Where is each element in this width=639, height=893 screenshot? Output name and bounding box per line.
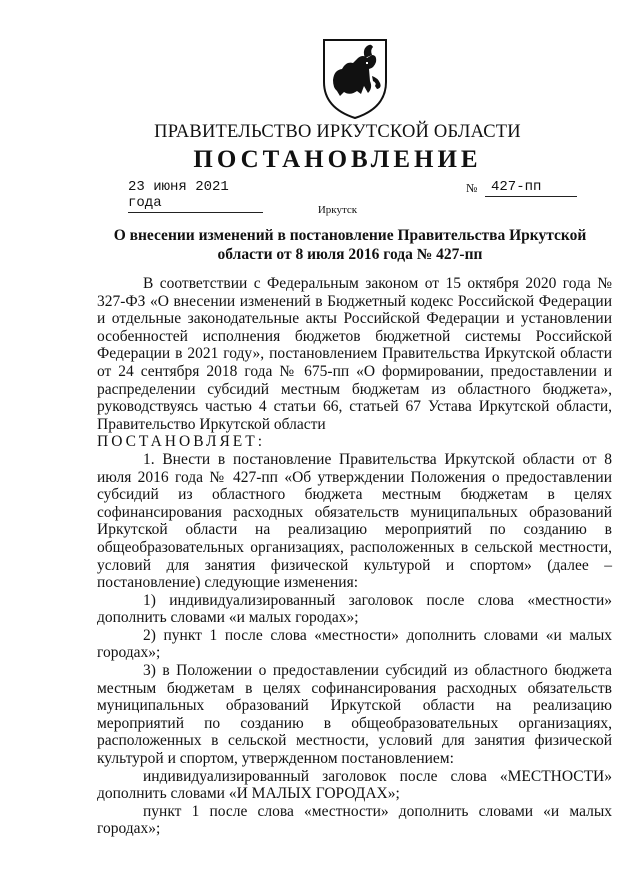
subclause-2-paragraph: 2) пункт 1 после слова «местности» дополнить словами «и малых городах»; bbox=[97, 626, 612, 662]
irkutsk-babr-emblem-icon bbox=[320, 36, 390, 120]
clause-1-paragraph: 1. Внести в постановление Правительства Иркутской области от 8 июля 2016 года № 427-пп «Об утверждении Положения о предоставлении субсидий из областного бюджета местным бюджетам в целях софинансирования расходных обязательств муниципальных образований Иркутской области на реализацию мероприятий по созданию в общеобразовательных организациях, расположенных в сельской местности, условий для занятия физической культурой и спортом» (далее – постановление) следующие изменения: bbox=[97, 450, 612, 592]
amendment-item-paragraph: пункт 1 после слова «местности» дополнить словами «и малых городах»; bbox=[97, 802, 612, 838]
government-title: ПРАВИТЕЛЬСТВО ИРКУТСКОЙ ОБЛАСТИ bbox=[154, 122, 521, 142]
resolves-heading: ПОСТАНОВЛЯЕТ: bbox=[97, 433, 266, 451]
amendment-heading-paragraph: индивидуализированный заголовок после слова «МЕСТНОСТИ» дополнить словами «И МАЛЫХ ГОРОДАХ»; bbox=[97, 767, 612, 803]
document-subject: О внесении изменений в постановление Правительства Иркутской области от 8 июля 2016 года № 427-пп bbox=[113, 227, 587, 263]
subclause-3-paragraph: 3) в Положении о предоставлении субсидий из областного бюджета местным бюджетам в целях софинансирования расходных обязательств муниципальных образований Иркутской области на реализацию мероприятий по созданию в общеобразовательных организациях, расположенных в сельской местности, условий для занятия физической культурой и спортом, утвержденном постановлением: bbox=[97, 662, 612, 768]
document-number: 427-пп bbox=[485, 179, 577, 197]
document-type-heading: ПОСТАНОВЛЕНИЕ bbox=[193, 146, 482, 173]
document-city: Иркутск bbox=[317, 204, 358, 216]
number-sign: № bbox=[466, 181, 478, 195]
document-body bbox=[97, 275, 612, 838]
preamble-paragraph: В соответствии с Федеральным законом от 15 октября 2020 года № 327-ФЗ «О внесении изменений в Бюджетный кодекс Российской Федерации и отдельные законодательные акты Российской Федерации и установлении особенностей исполнения бюджетов бюджетной системы Российской Федерации в 2021 году», постановлением Правительства Иркутской области от 24 сентября 2018 года № 675-пп «О формировании, предоставлении и распределении субсидий местным бюджетам из областного бюджета», руководствуясь частью 4 статьи 66, статьей 67 Устава Иркутской области, Правительство Иркутской области bbox=[97, 275, 612, 433]
document-date: 23 июня 2021 года bbox=[128, 179, 263, 213]
subclause-1-paragraph: 1) индивидуализированный заголовок после слова «местности» дополнить словами «и малых городах»; bbox=[97, 591, 612, 627]
